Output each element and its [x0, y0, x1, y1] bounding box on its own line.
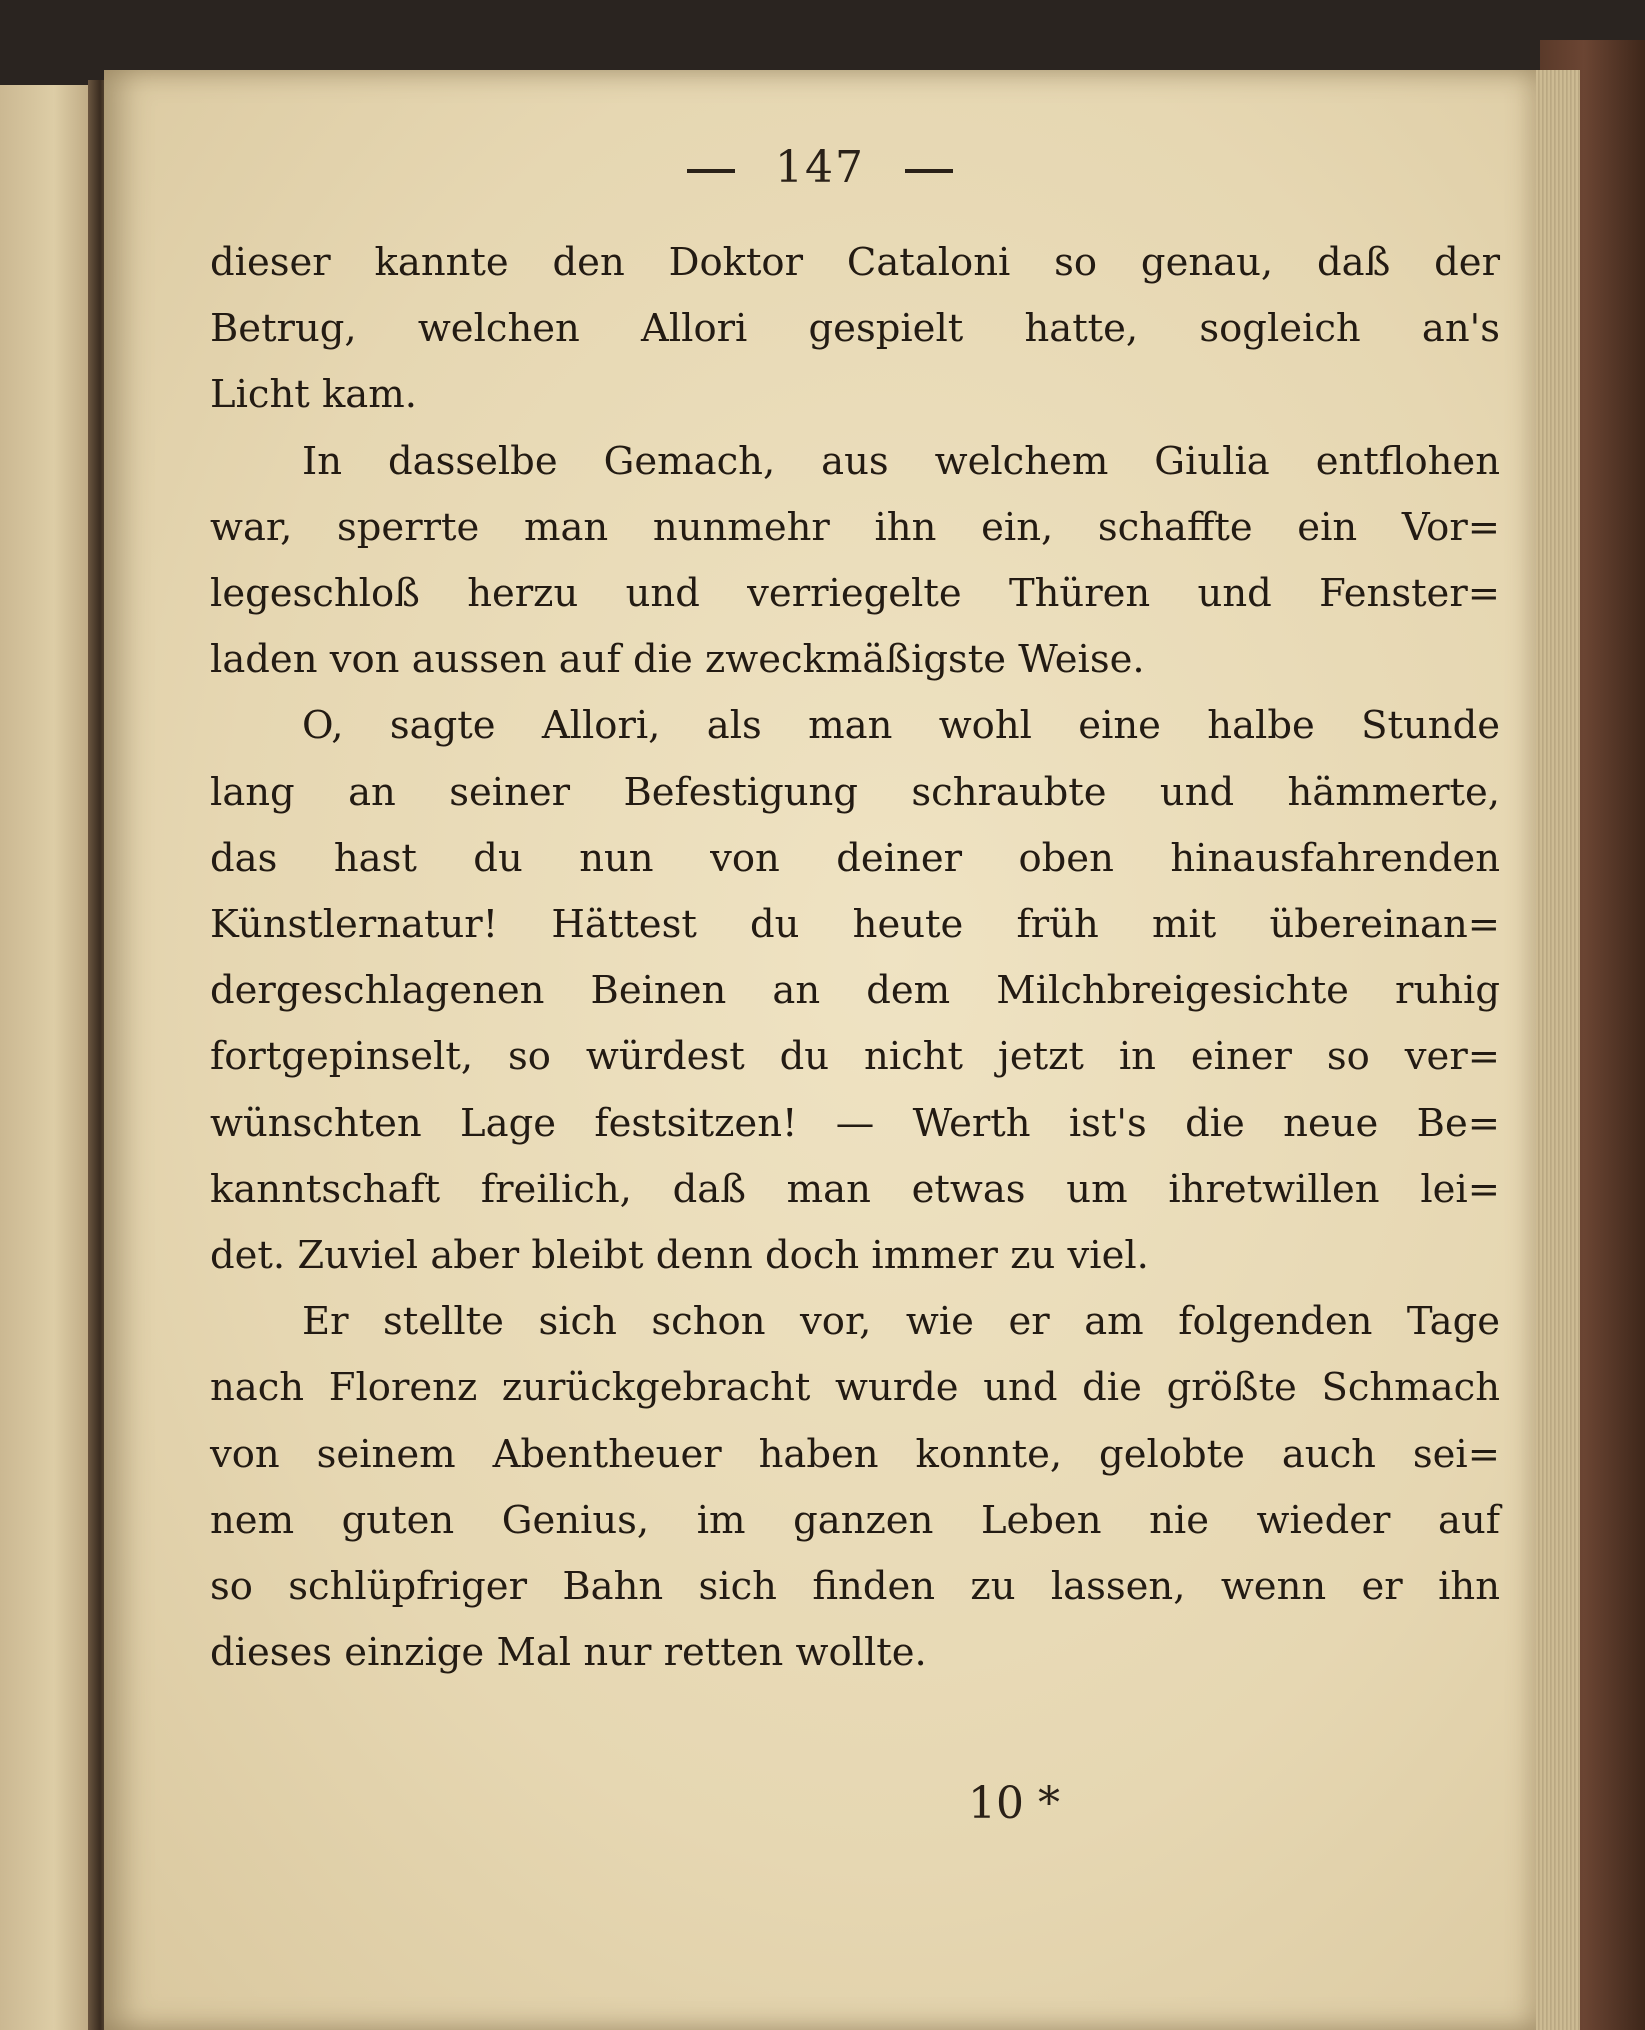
- page-number: 147: [775, 142, 865, 193]
- text-line: Licht kam.: [210, 372, 417, 418]
- book-page: [104, 70, 1536, 2030]
- text-line: Betrug, welchen Allori gespielt hatte, sogleich an's: [210, 306, 1500, 352]
- text-line: so schlüpfriger Bahn sich finden zu lassen, wenn er ihn: [210, 1564, 1500, 1610]
- text-line: dieses einzige Mal nur retten wollte.: [210, 1630, 927, 1676]
- text-line: das hast du nun von deiner oben hinausfahrenden: [210, 835, 1500, 881]
- text-line: Künstlernatur! Hättest du heute früh mit übereinan=: [210, 902, 1500, 948]
- text-line: kanntschaft freilich, daß man etwas um ihretwillen lei=: [210, 1166, 1500, 1212]
- header-dash-right: [905, 169, 953, 173]
- text-line: det. Zuviel aber bleibt denn doch immer zu viel.: [210, 1233, 1149, 1279]
- header-dash-left: [687, 169, 735, 173]
- text-line: O, sagte Allori, als man wohl eine halbe Stunde: [302, 703, 1500, 749]
- text-line: wünschten Lage festsitzen! — Werth ist's die neue Be=: [210, 1100, 1500, 1146]
- text-line: war, sperrte man nunmehr ihn ein, schaffte ein Vor=: [210, 504, 1500, 550]
- text-line: von seinem Abentheuer haben konnte, gelobte auch sei=: [210, 1431, 1500, 1477]
- sheet-signature: 10 *: [968, 1778, 1060, 1829]
- text-line: nem guten Genius, im ganzen Leben nie wieder auf: [210, 1497, 1500, 1543]
- body-text: [210, 230, 1500, 1686]
- text-line: legeschloß herzu und verriegelte Thüren und Fenster=: [210, 571, 1500, 617]
- page-header: [104, 142, 1536, 193]
- text-line: Er stellte sich schon vor, wie er am folgenden Tage: [302, 1299, 1500, 1345]
- text-line: laden von aussen auf die zweckmäßigste Weise.: [210, 637, 1145, 683]
- left-page-edge: [0, 85, 98, 2030]
- text-line: fortgepinselt, so würdest du nicht jetzt in einer so ver=: [210, 1034, 1500, 1080]
- text-line: dieser kannte den Doktor Cataloni so genau, daß der: [210, 240, 1500, 285]
- text-line: In dasselbe Gemach, aus welchem Giulia entflohen: [302, 438, 1500, 484]
- text-line: lang an seiner Befestigung schraubte und hämmerte,: [210, 769, 1500, 815]
- text-line: nach Florenz zurückgebracht wurde und die größte Schmach: [210, 1365, 1500, 1411]
- text-line: dergeschlagenen Beinen an dem Milchbreigesichte ruhig: [210, 968, 1500, 1014]
